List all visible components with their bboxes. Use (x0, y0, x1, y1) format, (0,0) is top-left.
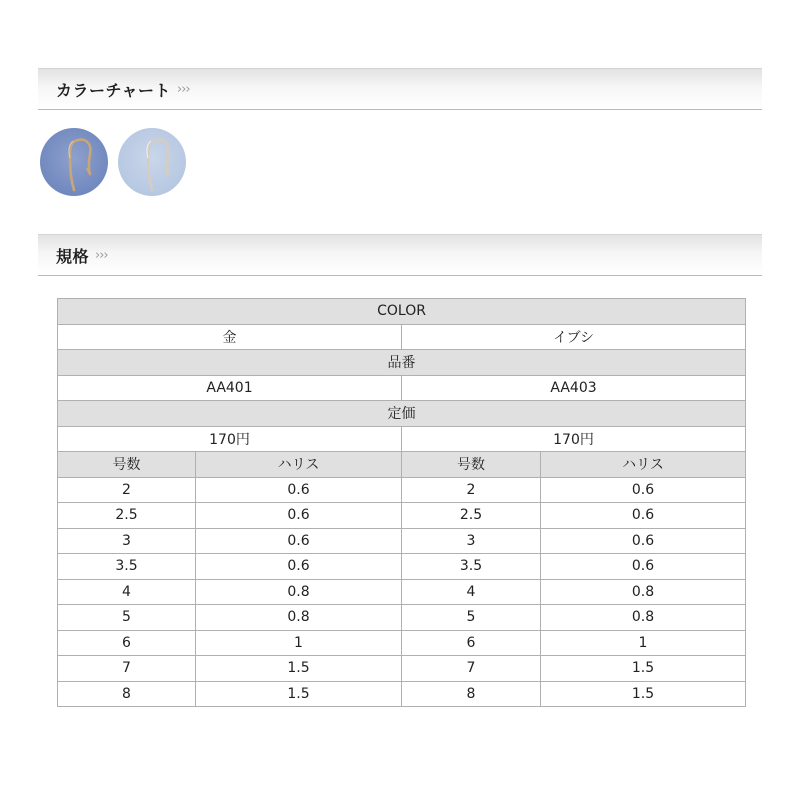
size-ibushi: 5 (402, 605, 541, 631)
table-row (58, 528, 746, 554)
size-gold: 3.5 (58, 554, 196, 580)
color-ibushi: イブシ (402, 324, 746, 350)
price-label: 定価 (58, 401, 746, 427)
chevrons-icon: ››› (177, 81, 190, 97)
size-ibushi: 2 (402, 477, 541, 503)
part-number-label: 品番 (58, 350, 746, 376)
size-gold: 3 (58, 528, 196, 554)
harisu-gold: 0.6 (196, 477, 402, 503)
harisu-gold: 1.5 (196, 656, 402, 682)
size-ibushi: 3 (402, 528, 541, 554)
spec-table (57, 298, 746, 707)
harisu-gold: 1 (196, 630, 402, 656)
color-chart-section-header (38, 68, 762, 110)
color-chart-title: カラーチャート (56, 80, 172, 100)
size-gold: 4 (58, 579, 196, 605)
harisu-ibushi: 0.8 (541, 579, 746, 605)
column-header-size: 号数 (402, 452, 541, 478)
price-ibushi: 170円 (402, 426, 746, 452)
size-ibushi: 4 (402, 579, 541, 605)
part-number-ibushi: AA403 (402, 375, 746, 401)
price-values-row (58, 426, 746, 452)
hook-icon (40, 128, 108, 196)
size-gold: 6 (58, 630, 196, 656)
harisu-ibushi: 0.6 (541, 528, 746, 554)
column-header-harisu: ハリス (541, 452, 746, 478)
color-label: COLOR (58, 299, 746, 325)
part-number-gold: AA401 (58, 375, 402, 401)
size-gold: 8 (58, 681, 196, 707)
color-values-row (58, 324, 746, 350)
size-ibushi: 2.5 (402, 503, 541, 529)
gold-hook-swatch[interactable] (40, 128, 108, 196)
spec-title: 規格 (56, 246, 90, 266)
table-row (58, 681, 746, 707)
size-gold: 5 (58, 605, 196, 631)
size-ibushi: 3.5 (402, 554, 541, 580)
color-header-row (58, 299, 746, 325)
part-number-header-row (58, 350, 746, 376)
table-row (58, 503, 746, 529)
size-gold: 2.5 (58, 503, 196, 529)
table-row (58, 656, 746, 682)
column-header-harisu: ハリス (196, 452, 402, 478)
harisu-gold: 0.6 (196, 528, 402, 554)
size-gold: 2 (58, 477, 196, 503)
size-gold: 7 (58, 656, 196, 682)
harisu-ibushi: 1.5 (541, 681, 746, 707)
ibushi-hook-swatch[interactable] (118, 128, 186, 196)
table-row (58, 630, 746, 656)
harisu-ibushi: 1 (541, 630, 746, 656)
harisu-gold: 0.8 (196, 605, 402, 631)
harisu-gold: 0.6 (196, 554, 402, 580)
price-header-row (58, 401, 746, 427)
table-row (58, 477, 746, 503)
size-ibushi: 6 (402, 630, 541, 656)
harisu-ibushi: 0.6 (541, 554, 746, 580)
column-header-size: 号数 (58, 452, 196, 478)
color-gold: 金 (58, 324, 402, 350)
harisu-gold: 0.6 (196, 503, 402, 529)
hook-icon (118, 128, 186, 196)
harisu-ibushi: 0.6 (541, 503, 746, 529)
part-number-values-row (58, 375, 746, 401)
harisu-gold: 1.5 (196, 681, 402, 707)
harisu-ibushi: 0.8 (541, 605, 746, 631)
harisu-gold: 0.8 (196, 579, 402, 605)
column-header-row (58, 452, 746, 478)
size-ibushi: 8 (402, 681, 541, 707)
harisu-ibushi: 0.6 (541, 477, 746, 503)
harisu-ibushi: 1.5 (541, 656, 746, 682)
table-row (58, 605, 746, 631)
table-row (58, 579, 746, 605)
size-ibushi: 7 (402, 656, 541, 682)
spec-section-header (38, 234, 762, 276)
table-row (58, 554, 746, 580)
price-gold: 170円 (58, 426, 402, 452)
chevrons-icon: ››› (95, 247, 108, 263)
